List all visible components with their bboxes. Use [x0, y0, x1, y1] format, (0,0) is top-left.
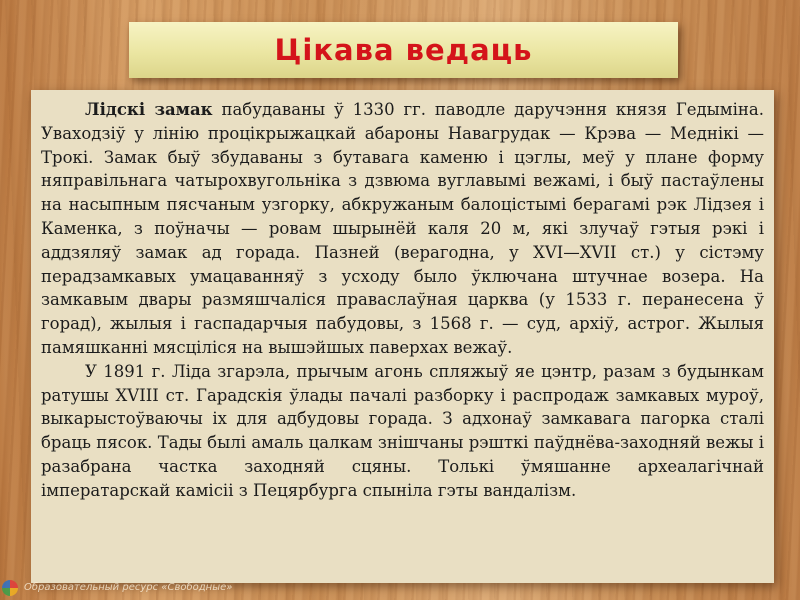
paragraph-fire-1891: У 1891 г. Ліда згарэла, прычым агонь спляжыў яе цэнтр, разам з будынкам ратушы XVIII ст. Гарадскія ўлады пачалі разборку і распродаж замкавых муроў, выкарыстоўваючы іх для адбудовы горада. З адхонаў замкавага пагорка сталі браць пясок. Тады былі амаль цалкам знішчаны рэшткі паўднёва-заходняй вежы і разабрана частка заходняй сцяны. Толькі ўмяшанне археалагічнай імператарскай камісіі з Пецярбурга спыніла гэты вандалізм. — [41, 361, 764, 500]
paragraph-castle-history — [41, 98, 764, 360]
text-panel — [31, 90, 774, 583]
castle-history-text: пабудаваны ў 1330 гг. паводле даручэння князя Гедыміна. Уваходзіў у лінію процікрыжацкай абароны Навагрудак — Крэва — Меднікі — Трокі. Замак быў збудаваны з бутавага каменю і цэглы, меў у плане форму няправільнага чатырохвугольніка з дзвюма вуглавымі вежамі, і быў пастаўлены на насыпным пясчаным узгорку, абкружаным балоцістымі берагамі рэк Лідзея і Каменка, з поўначы — ровам шырынёй каля 20 м, які злучаў гэтыя рэкі і аддзяляў замак ад горада. Пазней (верагодна, у XVI—XVII ст.) у сістэму перадзамкавых умацаванняў з усходу было ўключана штучнае возера. На замкавым двары размяшчаліся праваслаўная царква (у 1533 г. перанесена ў горад), жылыя і гаспадарчыя пабудовы, з 1568 г. — суд, архіў, астрог. Жылыя памяшканні мясціліся на вышэйшых паверхах вежаў. — [41, 100, 764, 357]
castle-name: Лідскі замак — [85, 100, 213, 119]
footer-caption: Образовательный ресурс «Свободные» — [24, 582, 233, 593]
resource-logo-icon — [2, 580, 18, 596]
text-body — [41, 98, 764, 503]
title-banner — [129, 22, 678, 78]
slide-title: Цікава ведаць — [274, 33, 533, 67]
